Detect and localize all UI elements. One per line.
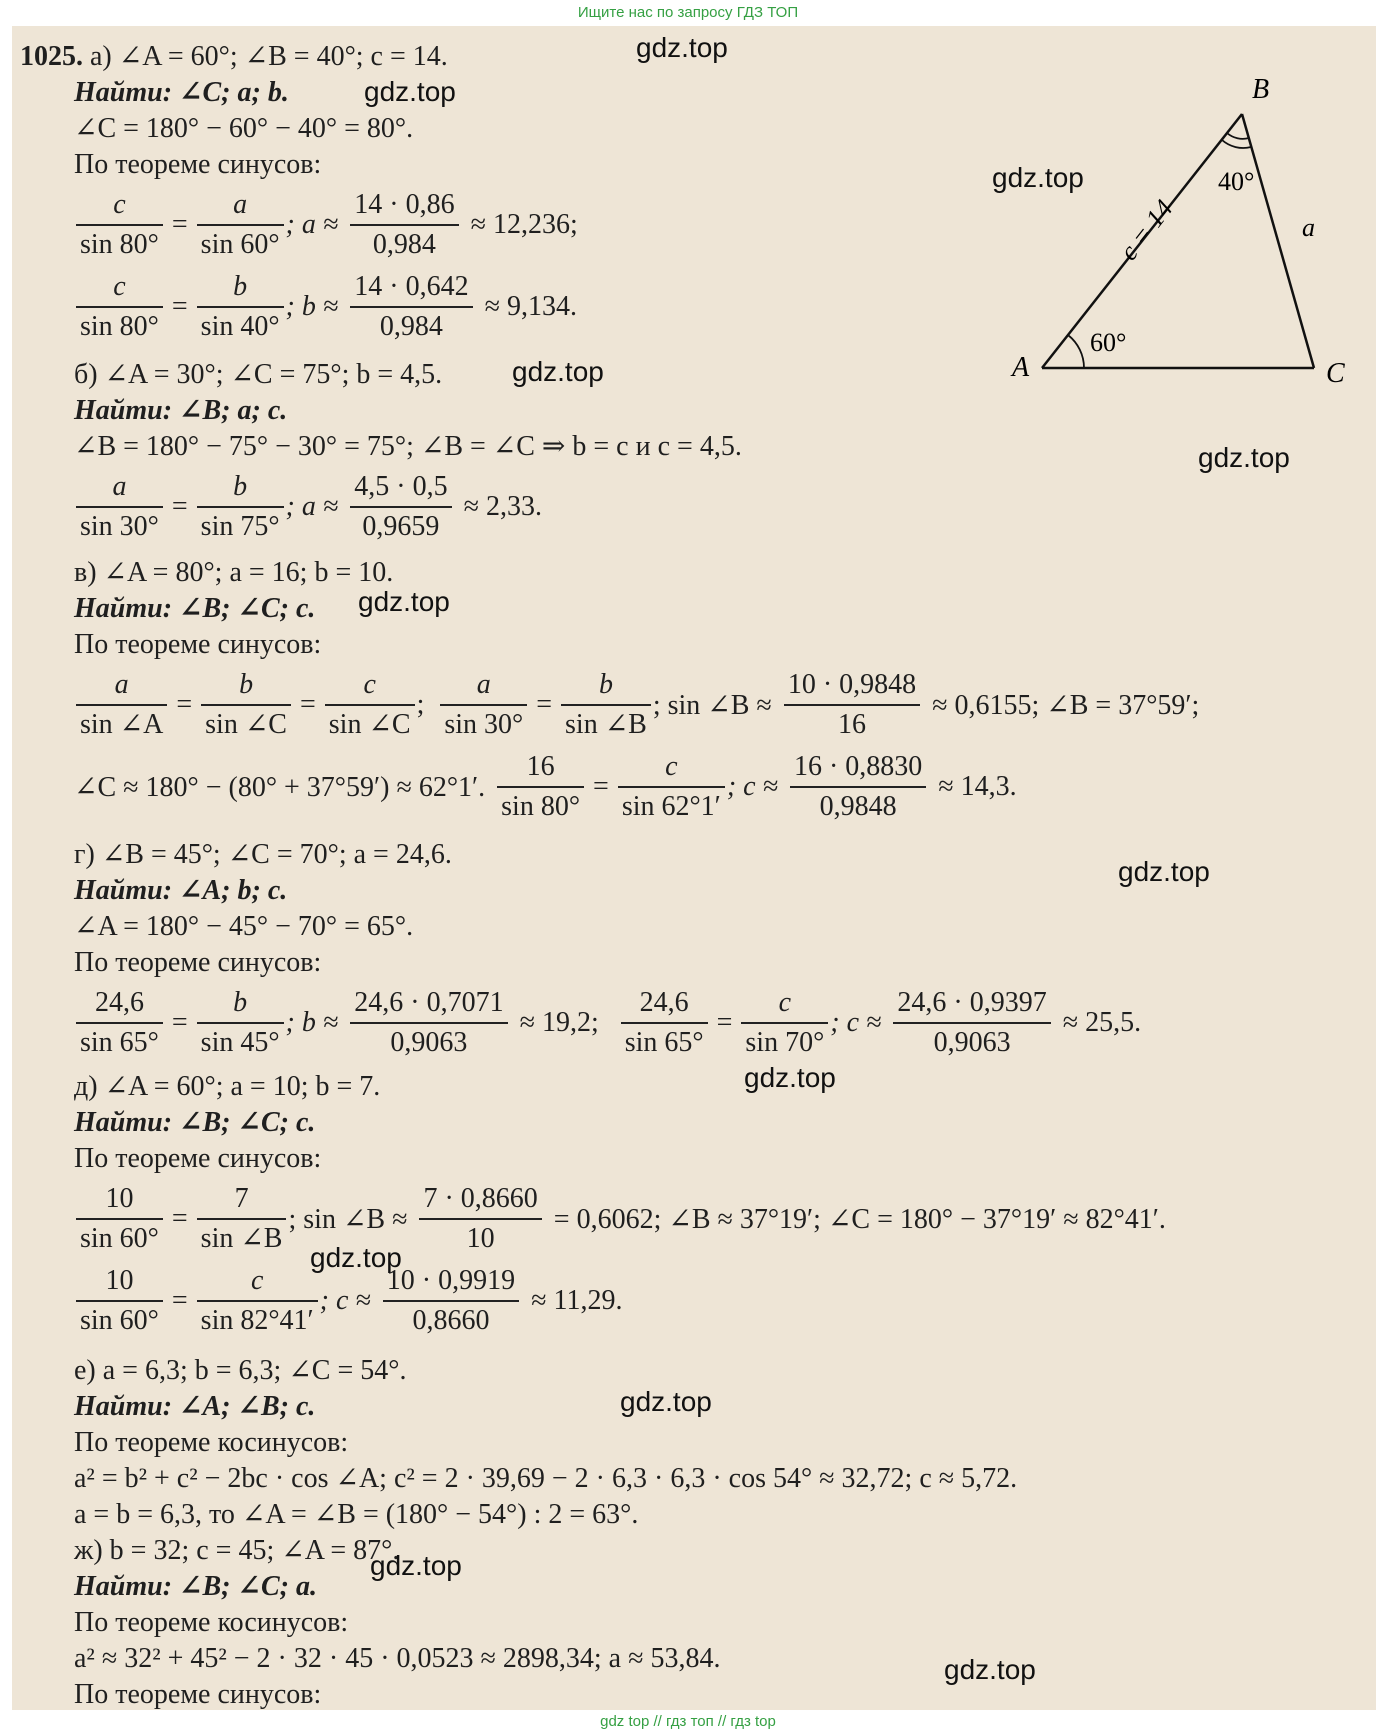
part-e-step1: a² = b² + c² − 2bc · cos ∠A; c² = 2 · 39,69 − 2 · 6,3 · 6,3 · cos 54° ≈ 32,72; c ≈ 5,72. <box>74 1463 1018 1494</box>
watermark: gdz.top <box>1198 442 1290 473</box>
watermark: gdz.top <box>1118 856 1210 887</box>
part-b-formula-1: $\frac{a}{\sin 30^\circ}$ = $\frac{b}{\sin 75^\circ}$ ; a ≈ $\frac{4,5 \cdot 0,5}{0,9659}$ ≈ 2,33. <box>74 468 542 546</box>
angle-b-arc-2 <box>1222 140 1251 148</box>
watermark: gdz.top <box>636 32 728 63</box>
part-d-rule: По теореме синусов: <box>74 1143 322 1174</box>
problem-number: 1025. <box>20 41 83 72</box>
watermark: gdz.top <box>744 1062 836 1093</box>
side-a-label: a <box>1302 213 1315 242</box>
watermark: gdz.top <box>370 1550 462 1581</box>
textbook-page <box>12 26 1376 1710</box>
vertex-c-label: C <box>1326 358 1345 389</box>
top-banner: Ищите нас по запросу ГДЗ ТОП <box>577 4 799 21</box>
triangle-figure <box>1002 54 1372 394</box>
part-b-step1: ∠B = 180° − 75° − 30° = 75°; ∠B = ∠C ⇒ b = c и c = 4,5. <box>74 431 742 462</box>
part-v-find: Найти: ∠B; ∠C; c. <box>74 593 316 624</box>
angle-b-arc <box>1227 133 1249 139</box>
angle-a-label: 60° <box>1090 328 1127 357</box>
watermark: gdz.top <box>992 162 1084 193</box>
part-g-rule: По теореме синусов: <box>74 947 322 978</box>
part-g-formula-1: $\frac{24,6}{\sin 65^\circ}$ = $\frac{b}{\sin 45^\circ}$ ; b ≈ $\frac{24,6 \cdot 0,7071}{0,9063}$ ≈ 19,2; $\frac{24,6}{\sin 65^\circ}$ = $\frac{c}{\sin 70^\circ}$ ; c ≈ $\frac{24,6 \cdot 0,9397}{0,9063}$ ≈ 25,5. <box>74 984 1141 1062</box>
watermark: gdz.top <box>364 76 456 107</box>
part-g-given: г) ∠B = 45°; ∠C = 70°; a = 24,6. <box>74 839 452 870</box>
part-zh-find: Найти: ∠B; ∠C; a. <box>74 1571 317 1602</box>
part-a-formula-2: $\frac{c}{\sin 80^\circ}$ = $\frac{b}{\sin 40^\circ}$ ; b ≈ $\frac{14 \cdot 0,642}{0,984}$ ≈ 9,134. <box>74 268 577 346</box>
part-d-formula-2: $\frac{10}{\sin 60^\circ}$ = $\frac{c}{\sin 82^\circ 41'}$ ; c ≈ $\frac{10 \cdot 0,9919}{0,8660}$ ≈ 11,29. <box>74 1262 622 1340</box>
bottom-footer: gdz top // гдз топ // гдз top <box>600 1713 776 1730</box>
part-e-step2: a = b = 6,3, то ∠A = ∠B = (180° − 54°) : 2 = 63°. <box>74 1499 639 1530</box>
part-e-rule: По теореме косинусов: <box>74 1427 349 1458</box>
part-a-rule: По теореме синусов: <box>74 149 322 180</box>
part-v-given: в) ∠A = 80°; a = 16; b = 10. <box>74 557 394 588</box>
angle-b-label: 40° <box>1218 167 1255 196</box>
part-b-given: б) ∠A = 30°; ∠C = 75°; b = 4,5. <box>74 359 443 390</box>
part-v-formula-1: $\frac{a}{\sin \angle A}$ = $\frac{b}{\sin \angle C}$ = $\frac{c}{\sin \angle C}$ ; $\frac{a}{\sin 30^\circ}$ = $\frac{b}{\sin \angle B}$ ; sin ∠B ≈ $\frac{10 \cdot 0,9848}{16}$ ≈ 0,6155; ∠B = 37°59′; <box>74 666 1199 744</box>
watermark: gdz.top <box>944 1654 1036 1685</box>
part-d-formula-1: $\frac{10}{\sin 60^\circ}$ = $\frac{7}{\sin \angle B}$ ; sin ∠B ≈ $\frac{7 \cdot 0,8660}{10}$ = 0,6062; ∠B ≈ 37°19′; ∠C = 180° − 37°19′ ≈ 82°41′. <box>74 1180 1166 1258</box>
part-e-find: Найти: ∠A; ∠B; c. <box>74 1391 316 1422</box>
watermark: gdz.top <box>358 586 450 617</box>
part-a-step1: ∠C = 180° − 60° − 40° = 80°. <box>74 113 414 144</box>
part-zh-rule2: По теореме синусов: <box>74 1679 322 1710</box>
part-g-find: Найти: ∠A; b; c. <box>74 875 288 906</box>
part-d-find: Найти: ∠B; ∠C; c. <box>74 1107 316 1138</box>
part-e-given: е) a = 6,3; b = 6,3; ∠C = 54°. <box>74 1355 407 1386</box>
part-v-formula-2: ∠C ≈ 180° − (80° + 37°59′) ≈ 62°1′. $\frac{16}{\sin 80^\circ}$ = $\frac{c}{\sin 62^\circ 1'}$ ; c ≈ $\frac{16 \cdot 0,8830}{0,9848}$ ≈ 14,3. <box>74 748 1017 826</box>
part-zh-given: ж) b = 32; c = 45; ∠A = 87°. <box>74 1535 400 1566</box>
part-g-step1: ∠A = 180° − 45° − 70° = 65°. <box>74 911 414 942</box>
part-b-find: Найти: ∠B; a; c. <box>74 395 288 426</box>
vertex-b-label: B <box>1252 74 1270 105</box>
part-a-find: Найти: ∠C; a; b. <box>74 77 289 108</box>
part-d-given: д) ∠A = 60°; a = 10; b = 7. <box>74 1071 381 1102</box>
part-v-rule: По теореме синусов: <box>74 629 322 660</box>
angle-a-arc <box>1068 335 1084 368</box>
watermark: gdz.top <box>620 1386 712 1417</box>
part-zh-rule: По теореме косинусов: <box>74 1607 349 1638</box>
part-zh-step1: a² ≈ 32² + 45² − 2 · 32 · 45 · 0,0523 ≈ 2898,34; a ≈ 53,84. <box>74 1643 721 1674</box>
part-a-formula-1: $\frac{c}{\sin 80^\circ}$ = $\frac{a}{\sin 60^\circ}$ ; a ≈ $\frac{14 \cdot 0,86}{0,984}$ ≈ 12,236; <box>74 186 578 264</box>
watermark: gdz.top <box>512 356 604 387</box>
part-a-given: а) ∠A = 60°; ∠B = 40°; c = 14. <box>90 41 448 72</box>
watermark: gdz.top <box>310 1242 402 1273</box>
vertex-a-label: A <box>1012 352 1030 383</box>
side-c-label: c = 14 <box>1113 194 1179 266</box>
